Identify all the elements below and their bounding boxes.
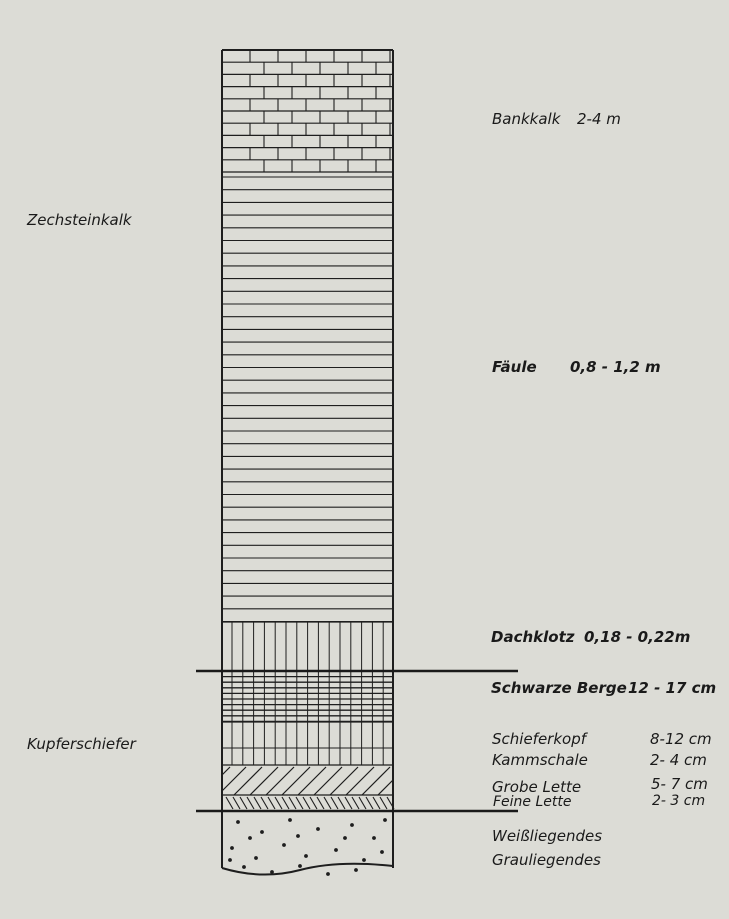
hatch-line — [330, 767, 358, 795]
grobe-lette-name: Grobe Lette — [492, 778, 582, 796]
grain-dot — [362, 858, 366, 862]
chevron-line — [296, 797, 303, 809]
chevron-line — [303, 797, 310, 809]
chevron-line — [310, 797, 317, 809]
bankkalk-thickness: 2-4 m — [577, 110, 621, 128]
schieferkopf-layer-pattern — [222, 722, 393, 765]
zechsteinkalk-label: Zechsteinkalk — [27, 211, 132, 229]
dachklotz-thickness: 0,18 - 0,22m — [584, 628, 691, 646]
grain-dot — [260, 830, 264, 834]
kammschale-name: Kammschale — [492, 751, 588, 769]
chevron-line — [366, 797, 373, 809]
grain-dot — [316, 827, 320, 831]
chevron-line — [254, 797, 261, 809]
hatch-line — [266, 767, 294, 795]
grain-dot — [334, 848, 338, 852]
grain-dot — [383, 818, 387, 822]
grain-dot — [350, 823, 354, 827]
grain-dot — [380, 850, 384, 854]
chevron-line — [373, 797, 380, 809]
grain-dot — [254, 856, 258, 860]
schwarze-berge-name: Schwarze Berge — [491, 679, 627, 697]
chevron-line — [226, 797, 233, 809]
chevron-line — [380, 797, 387, 809]
schwarze-berge-thickness: 12 - 17 cm — [628, 679, 717, 697]
grain-dot — [372, 836, 376, 840]
chevron-line — [338, 797, 345, 809]
hatch-line — [314, 767, 342, 795]
hatch-line — [346, 767, 374, 795]
chevron-line — [345, 797, 352, 809]
hatch-line — [282, 767, 310, 795]
hatch-line — [234, 767, 262, 795]
column-bottom-wavy-edge — [222, 864, 393, 875]
feine-lette-name: Feine Lette — [493, 794, 572, 810]
hatch-line — [362, 767, 390, 795]
schieferkopf-name: Schieferkopf — [492, 730, 587, 748]
faeule-thickness: 0,8 - 1,2 m — [570, 358, 661, 376]
chevron-line — [289, 797, 296, 809]
chevron-line — [352, 797, 359, 809]
grain-dot — [236, 820, 240, 824]
hatch-line — [222, 767, 230, 775]
grobe-lette-layer-pattern — [222, 767, 393, 795]
grain-dot — [230, 846, 234, 850]
grain-dot — [228, 858, 232, 862]
hatch-line — [378, 780, 393, 795]
grain-dot — [242, 865, 246, 869]
grain-dot — [248, 836, 252, 840]
kammschale-thickness: 2- 4 cm — [650, 751, 707, 769]
chevron-line — [247, 797, 254, 809]
chevron-line — [331, 797, 338, 809]
dachklotz-layer-pattern — [222, 622, 393, 671]
feine-lette-thickness: 2- 3 cm — [652, 793, 706, 809]
schieferkopf-thickness: 8-12 cm — [650, 730, 712, 748]
chevron-line — [359, 797, 366, 809]
chevron-line — [233, 797, 240, 809]
grobe-lette-thickness: 5- 7 cm — [651, 775, 708, 793]
faeule-layer-pattern — [222, 177, 393, 622]
feine-lette-layer-pattern — [226, 797, 394, 809]
hatch-line — [298, 767, 326, 795]
chevron-line — [240, 797, 247, 809]
dachklotz-name: Dachklotz — [491, 628, 575, 646]
weissliegendes-name: Weißliegendes — [492, 827, 603, 845]
grain-dot — [298, 864, 302, 868]
bankkalk-layer-pattern — [222, 50, 393, 172]
grauliegendes-name: Grauliegendes — [492, 851, 601, 869]
grain-dot — [304, 854, 308, 858]
chevron-line — [324, 797, 331, 809]
chevron-line — [261, 797, 268, 809]
chevron-line — [317, 797, 324, 809]
schwarze-berge-layer-pattern — [222, 671, 393, 722]
grain-dot — [354, 868, 358, 872]
chevron-line — [282, 797, 289, 809]
faeule-name: Fäule — [492, 358, 537, 376]
hatch-line — [250, 767, 278, 795]
grain-dot — [282, 843, 286, 847]
grain-dot — [343, 836, 347, 840]
chevron-line — [275, 797, 282, 809]
grain-dot — [326, 872, 330, 876]
kupferschiefer-label: Kupferschiefer — [27, 735, 136, 753]
chevron-line — [268, 797, 275, 809]
bankkalk-name: Bankkalk — [492, 110, 561, 128]
grain-dot — [288, 818, 292, 822]
grain-dot — [296, 834, 300, 838]
